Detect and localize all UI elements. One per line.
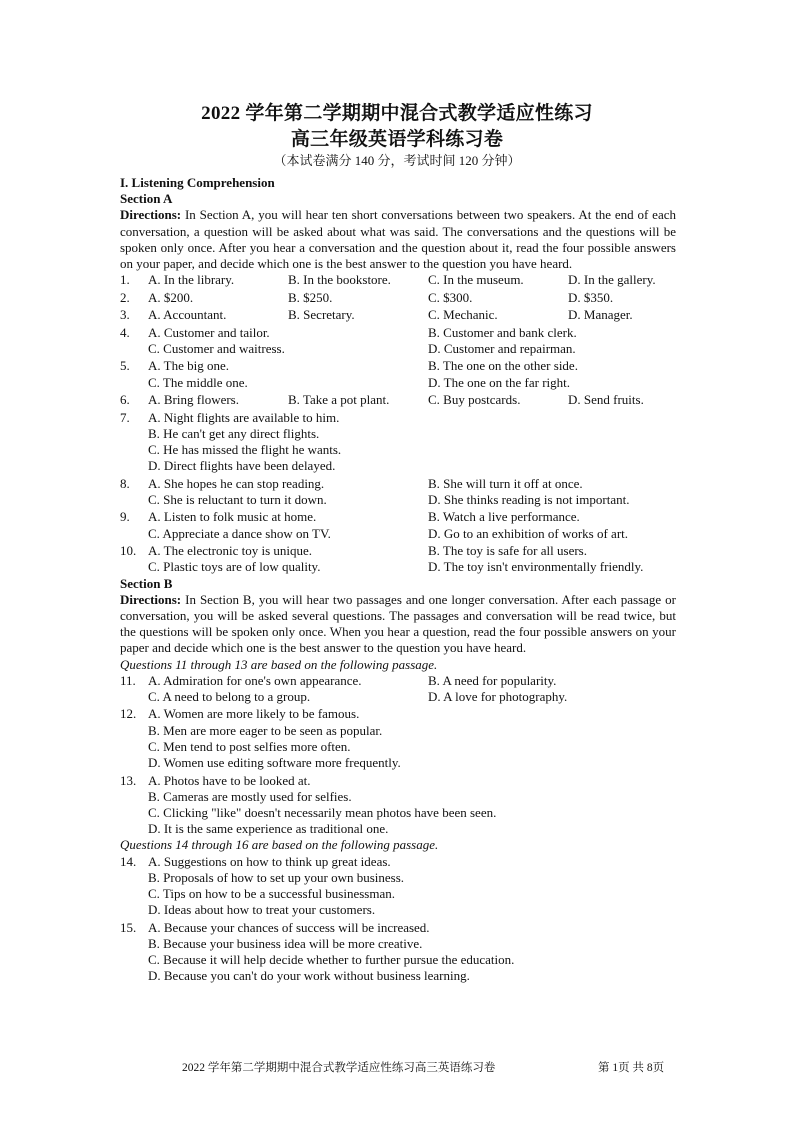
option-d: D. The toy isn't environmentally friendly. [428,559,644,575]
question-number: 6. [120,392,130,408]
option-a: A. $200. [148,289,194,305]
question-number: 13. [120,772,137,788]
question-6 [120,392,676,408]
directions-text: In Section B, you will hear two passages and one longer conversation. After each passage or conversation, you will be asked several questions. The passages and conversation will be read twice, but the questions will be spoken only once. When you hear a question, read the four possible answers on your paper and decide which one is the best answer to the question you have heard. [120,591,676,656]
option-d: D. Ideas about how to treat your customers. [148,902,376,918]
question-number: 7. [120,409,130,425]
option-a: A. Admiration for one's own appearance. [148,672,362,688]
option-b: B. Men are more eager to be seen as popular. [148,722,383,738]
option-b: B. Cameras are mostly used for selfies. [148,788,352,804]
section-a-directions [120,207,676,272]
option-d: D. Customer and repairman. [428,340,576,356]
question-number: 12. [120,706,137,722]
option-a: A. Photos have to be looked at. [148,772,311,788]
option-c: C. The middle one. [148,374,248,390]
directions-text: In Section A, you will hear ten short conversations between two speakers. At the end of each conversation, a question will be asked about what was said. The conversations and the questions will be spoken only once. After you hear a conversation and the question about it, read the four possible answers on your paper, and decide which one is the best answer to the question you have heard. [120,207,676,272]
question-13 [120,773,676,838]
option-b: B. Customer and bank clerk. [428,324,577,340]
question-15 [120,920,676,985]
option-d: D. Go to an exhibition of works of art. [428,525,629,541]
option-c: C. Tips on how to be a successful businessman. [148,886,395,901]
option-b: B. The toy is safe for all users. [428,543,587,559]
question-12 [120,706,676,771]
question-1 [120,272,676,288]
option-a: A. In the library. [148,272,235,288]
option-d: D. Send fruits. [568,392,644,408]
option-a: A. The electronic toy is unique. [148,543,313,559]
option-b: B. $250. [288,289,333,305]
passage-note: Questions 14 through 16 are based on the following passage. [120,837,439,853]
option-a: A. Suggestions on how to think up great ideas. [148,853,391,869]
option-b: B. She will turn it off at once. [428,475,583,491]
option-a: A. Accountant. [148,307,227,323]
option-a: A. Because your chances of success will be increased. [148,919,430,935]
option-c: C. $300. [428,289,473,305]
question-14 [120,854,676,919]
question-10 [120,543,676,575]
option-d: D. In the gallery. [568,272,656,288]
option-c: C. Clicking "like" doesn't necessarily mean photos have been seen. [148,804,497,820]
option-a: A. Bring flowers. [148,392,239,408]
option-b: B. The one on the other side. [428,358,578,374]
question-number: 9. [120,509,130,525]
option-c: C. Appreciate a dance show on TV. [148,525,331,541]
option-b: B. He can't get any direct flights. [148,425,320,441]
option-b: B. Secretary. [288,307,355,323]
question-number: 4. [120,324,130,340]
exam-title: 2022 学年第二学期期中混合式教学适应性练习 [201,103,593,124]
question-11 [120,673,676,705]
option-d: D. Women use editing software more frequently. [148,755,401,771]
option-c: C. He has missed the flight he wants. [148,442,342,458]
option-a: A. Listen to folk music at home. [148,509,317,525]
question-number: 10. [120,543,137,559]
option-d: D. $350. [568,289,614,305]
option-a: A. She hopes he can stop reading. [148,475,325,491]
option-b: B. Proposals of how to set up your own business. [148,869,405,885]
option-b: B. A need for popularity. [428,672,557,688]
option-b: B. In the bookstore. [288,272,391,288]
directions-label: Directions: [120,591,182,607]
option-b: B. Watch a live performance. [428,509,580,525]
option-c: C. Men tend to post selfies more often. [148,738,351,754]
question-number: 15. [120,919,137,935]
question-4 [120,325,676,357]
exam-instructions: （本试卷满分 140 分，考试时间 120 分钟） [273,153,521,168]
option-d: D. The one on the far right. [428,374,570,390]
question-8 [120,476,676,508]
option-d: D. She thinks reading is not important. [428,491,630,507]
option-c: C. Because it will help decide whether to further pursue the education. [148,952,515,968]
option-c: C. In the museum. [428,272,524,288]
question-9 [120,509,676,541]
footer-title: 2022 学年第二学期期中混合式教学适应性练习高三英语练习卷 [182,1062,496,1074]
question-number: 3. [120,307,130,323]
question-7 [120,410,676,475]
question-number: 2. [120,289,130,305]
part-title: I. Listening Comprehension [120,175,275,190]
option-c: C. She is reluctant to turn it down. [148,491,327,507]
option-a: A. Night flights are available to him. [148,409,340,425]
option-c: C. Mechanic. [428,307,498,323]
question-number: 14. [120,853,137,869]
option-a: A. The big one. [148,358,229,374]
option-d: D. It is the same experience as traditional one. [148,821,389,837]
option-c: C. Plastic toys are of low quality. [148,559,321,575]
option-c: C. Customer and waitress. [148,340,285,356]
option-b: B. Take a pot plant. [288,392,390,408]
question-number: 8. [120,475,130,491]
option-b: B. Because your business idea will be more creative. [148,935,423,951]
question-number: 1. [120,272,130,288]
option-a: A. Women are more likely to be famous. [148,706,360,722]
option-c: C. Buy postcards. [428,392,521,408]
directions-label: Directions: [120,207,182,223]
option-c: C. A need to belong to a group. [148,688,311,704]
question-3 [120,307,676,323]
question-2 [120,290,676,306]
option-d: D. Because you can't do your work without business learning. [148,968,470,984]
section-b-directions [120,592,676,657]
exam-content [120,174,676,985]
question-number: 5. [120,358,130,374]
passage-note: Questions 11 through 13 are based on the following passage. [120,656,438,672]
question-number: 11. [120,672,136,688]
section-b-title: Section B [120,575,173,591]
page-number: 第 1页 共 8页 [598,1062,665,1074]
option-d: D. A love for photography. [428,688,568,704]
option-d: D. Direct flights have been delayed. [148,458,336,474]
option-a: A. Customer and tailor. [148,324,270,340]
option-d: D. Manager. [568,307,633,323]
section-a-title: Section A [120,191,173,207]
question-5 [120,358,676,390]
exam-subject-title: 高三年级英语学科练习卷 [290,129,504,150]
